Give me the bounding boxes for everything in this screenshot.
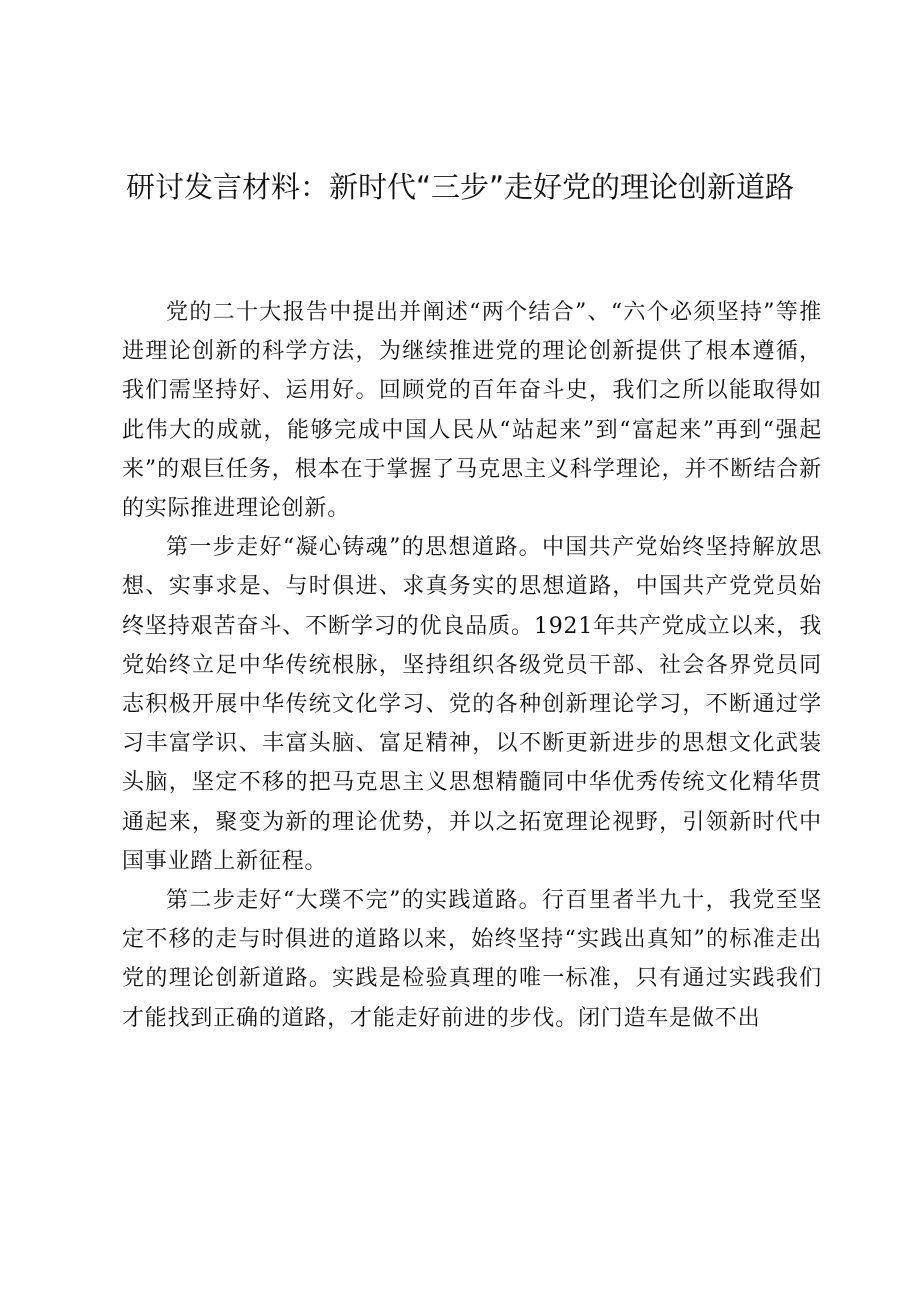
paragraph-step-two: 第二步走好“大璞不完”的实践道路。行百里者半九十，我党至坚定不移的走与时俱进的道路以来，始终坚持“实践出真知”的标准走出党的理论创新道路。实践是检验真理的唯一标准，只有通过实践我们才能找到正确的道路，才能走好前进的步伐。闭门造车是做不出 xyxy=(122,888,822,1031)
document-title: 研讨发言材料：新时代“三步”走好党的理论创新道路 xyxy=(125,170,795,204)
paragraph-intro: 党的二十大报告中提出并阐述“两个结合”、“六个必须坚持”等推进理论创新的科学方法，为继续推进党的理论创新提供了根本遵循，我们需坚持好、运用好。回顾党的百年奋斗史，我们之所以能取得如此伟大的成就，能够完成中国人民从“站起来”到“富起来”再到“强起来”的艰巨任务，根本在于掌握了马克思主义科学理论，并不断结合新的实际推进理论创新。 xyxy=(122,300,822,522)
document-body xyxy=(122,293,822,1038)
paragraph-step-one: 第一步走好“凝心铸魂”的思想道路。中国共产党始终坚持解放思想、实事求是、与时俱进、求真务实的思想道路，中国共产党党员始终坚持艰苦奋斗、不断学习的优良品质。1921年共产党成立以来，我党始终立足中华传统根脉，坚持组织各级党员干部、社会各界党员同志积极开展中华传统文化学习、党的各种创新理论学习，不断通过学习丰富学识、丰富头脑、富足精神，以不断更新进步的思想文化武装头脑，坚定不移的把马克思主义思想精髓同中华优秀传统文化精华贯通起来，聚变为新的理论优势，并以之拓宽理论视野，引领新时代中国事业踏上新征程。 xyxy=(122,535,822,874)
